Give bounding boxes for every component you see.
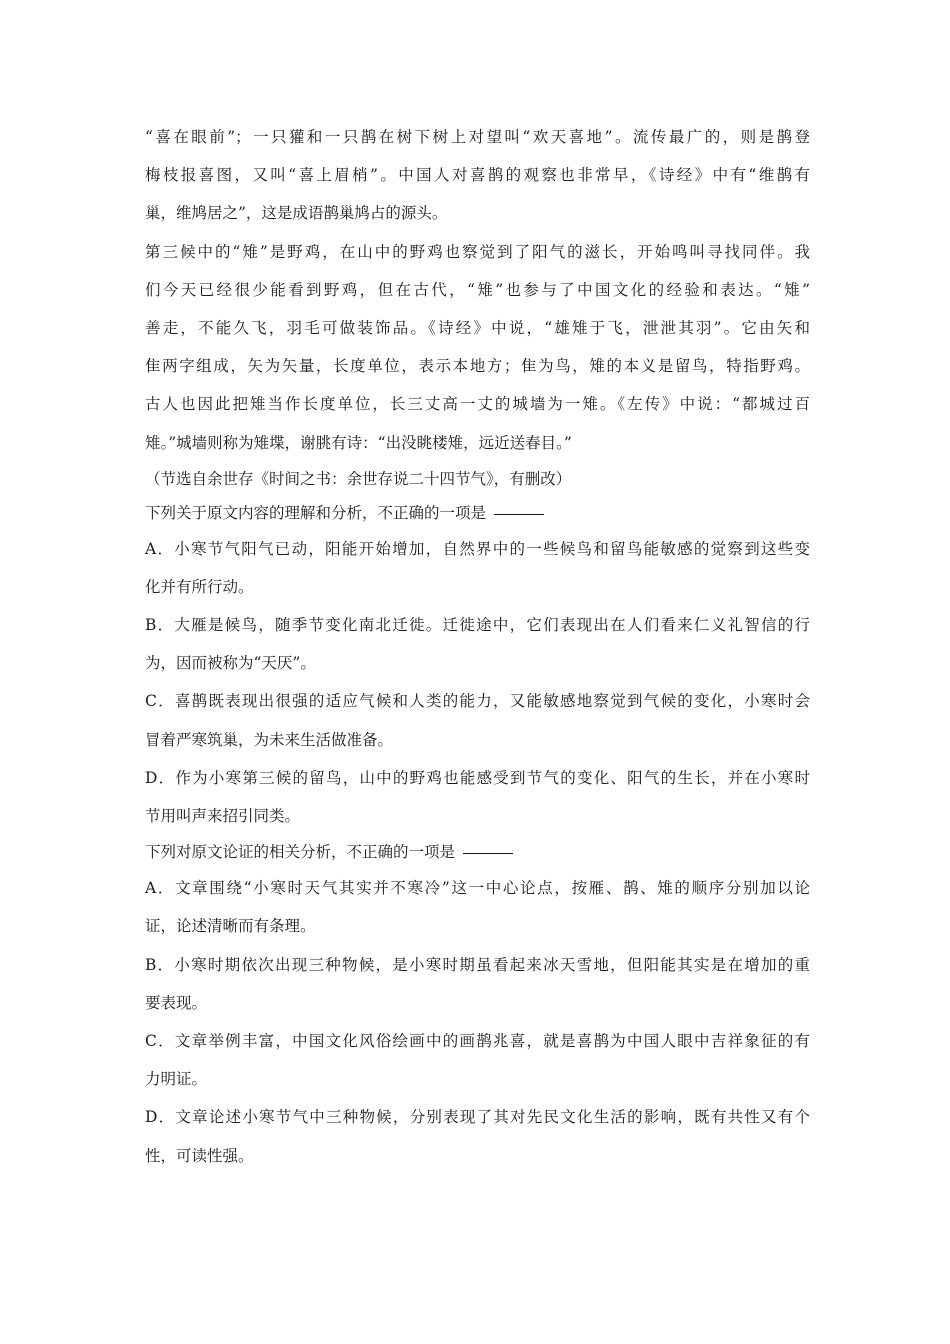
option-line: 节用叫声来招引同类。: [145, 807, 301, 825]
option-d: [145, 1098, 810, 1174]
text-line: 梅枝报喜图，又叫“喜上眉梢”。中国人对喜鹊的观察也非常早，《诗经》中有“维鹊有: [145, 166, 810, 185]
option-line: 化并有所行动。: [145, 577, 254, 596]
option-line: 冒着严寒筑巢，为未来生活做准备。: [145, 730, 394, 749]
question-stem: [145, 496, 810, 530]
option-line: C．文章举例丰富，中国文化风俗绘画中的画鹊兆喜，就是喜鹊为中国人眼中吉祥象征的有: [145, 1031, 810, 1050]
option-line: A．小寒节气阳气已动，阳能开始增加，自然界中的一些候鸟和留鸟能敏感的觉察到这些变: [145, 539, 810, 558]
text-line: 们今天已经很少能看到野鸡，但在古代，“雉”也参与了中国文化的经验和表达。“雉”: [145, 280, 810, 299]
option-a: [145, 530, 810, 606]
text-line: 隹两字组成，矢为矢量，长度单位，表示本地方；隹为鸟，雉的本义是留鸟，特指野鸡。: [145, 357, 810, 376]
passage-paragraph-1: [145, 118, 810, 233]
option-line: 力明证。: [145, 1070, 208, 1089]
text-line: 古人也因此把雉当作长度单位，长三丈高一丈的城墙为一雉。《左传》中说：“都城过百: [145, 395, 810, 414]
option-line: 要表现。: [145, 993, 208, 1012]
text-line: 善走，不能久飞，羽毛可做装饰品。《诗经》中说，“雄雉于飞，泄泄其羽”。它由矢和: [145, 318, 810, 337]
option-c: [145, 1022, 810, 1098]
option-line: 证，论述清晰而有条理。: [145, 917, 316, 936]
option-a: [145, 869, 810, 945]
text-line: “喜在眼前”；一只獾和一只鹊在树下树上对望叫“欢天喜地”。流传最广的，则是鹊登: [145, 128, 810, 146]
question-stem-text: 下列对原文论证的相关分析，不正确的一项是: [145, 843, 456, 862]
option-line: B．小寒时期依次出现三种物候，是小寒时期虽看起来冰天雪地，但阳能其实是在增加的重: [145, 955, 810, 974]
question-stem: [145, 835, 810, 869]
text-line: 巢，维鸠居之”，这是成语鹊巢鸠占的源头。: [145, 204, 448, 223]
passage-paragraph-2: [145, 233, 810, 462]
option-line: 性，可读性强。: [145, 1146, 254, 1165]
answer-blank: [494, 513, 544, 515]
text-line: 雉。”城墙则称为雉堞，谢朓有诗：“出没眺楼雉，远近送春目。”: [145, 433, 572, 452]
option-line: B．大雁是候鸟，随季节变化南北迁徙。迁徙途中，它们表现出在人们看来仁义礼智信的行: [145, 616, 810, 635]
option-line: C．喜鹊既表现出很强的适应气候和人类的能力，又能敏感地察觉到气候的变化，小寒时会: [145, 692, 810, 711]
question-1: [145, 496, 810, 836]
document-content: [145, 118, 810, 1175]
question-2: [145, 835, 810, 1175]
option-line: D．作为小寒第三候的留鸟，山中的野鸡也能感受到节气的变化、阳气的生长，并在小寒时: [145, 768, 810, 787]
text-line: 第三候中的“雉”是野鸡，在山中的野鸡也察觉到了阳气的滋长，开始鸣叫寻找同伴。我: [145, 242, 810, 261]
question-stem-text: 下列关于原文内容的理解和分析，不正确的一项是: [145, 503, 487, 522]
option-b: [145, 946, 810, 1022]
option-line: 为，因而被称为“天厌”。: [145, 654, 316, 673]
option-line: A．文章围绕“小寒时天气其实并不寒冷”这一中心论点，按雁、鹊、雉的顺序分别加以论: [145, 879, 810, 898]
option-d: [145, 759, 810, 835]
option-b: [145, 606, 810, 682]
answer-blank: [463, 852, 513, 854]
passage-source: （节选自余世存《时间之书：余世存说二十四节气》，有删改）: [145, 469, 572, 488]
option-line: D．文章论述小寒节气中三种物候，分别表现了其对先民文化生活的影响，既有共性又有个: [145, 1108, 810, 1127]
option-c: [145, 682, 810, 758]
